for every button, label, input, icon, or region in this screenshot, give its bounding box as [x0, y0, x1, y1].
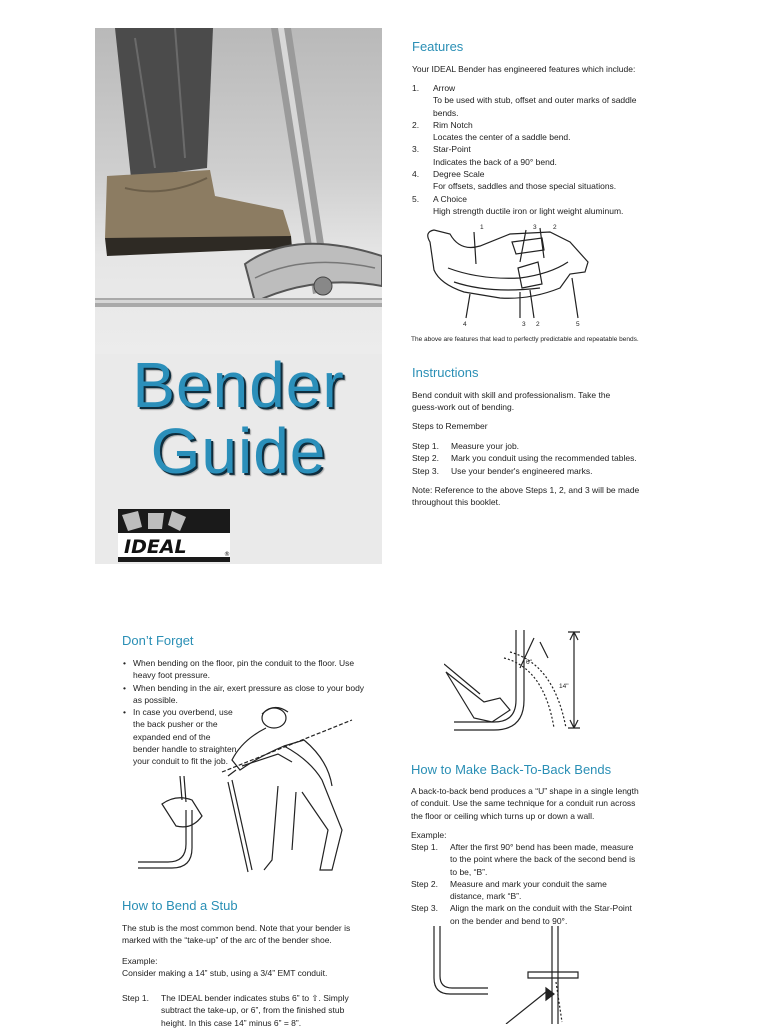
dimension-label-14: 14" — [559, 683, 569, 690]
features-heading: Features — [412, 39, 464, 54]
callout-label: 1 — [480, 224, 484, 231]
list-item: • When bending in the air, exert pressure as close to your body as possible. — [133, 682, 369, 707]
features-caption: The above are features that lead to perfectly predictable and repeatable bends. — [411, 336, 639, 343]
instructions-heading: Instructions — [412, 365, 479, 380]
instructions-intro: Bend conduit with skill and professionalism. Take the guess-work out of bending. — [412, 390, 611, 413]
steps-title: Steps to Remember — [412, 421, 488, 431]
back-to-back-heading: How to Make Back-To-Back Bends — [411, 762, 612, 777]
features-item: 4. Degree Scale For offsets, saddles and those special situations. — [412, 169, 617, 192]
stub-heading: How to Bend a Stub — [122, 898, 238, 913]
features-item: 1. Arrow To be used with stub, offset and outer marks of saddle bends. — [412, 83, 637, 118]
list-item: • In case you overbend, use the back pusher or the expanded end of the bender handle to straighten your conduit to fit the job. — [133, 706, 239, 767]
back-to-back-example-label: Example: — [411, 830, 447, 840]
step-row: Step 3. Align the mark on the conduit with the Star-Point on the bender and bend to 90°. — [411, 903, 632, 926]
callout-label: 4 — [463, 321, 467, 328]
step-row: Step 1. Measure your job. — [412, 441, 520, 451]
logo-registered-mark: ® — [224, 551, 230, 558]
stub-intro: The stub is the most common bend. Note that your bender is marked with the “take-up” of the arc of the bender shoe. — [122, 923, 351, 946]
instructions-note: Note: Reference to the above Steps 1, 2, and 3 will be made throughout this booklet. — [412, 485, 640, 508]
back-to-back-diagram — [428, 922, 598, 1024]
step-row: Step 2. Mark you conduit using the recommended tables. — [412, 453, 637, 464]
ideal-logo — [118, 509, 232, 562]
logo-wordmark: IDEAL — [124, 536, 187, 558]
stub-bend-diagram — [444, 628, 594, 734]
features-item: 5. A Choice High strength ductile iron or light weight aluminum. — [412, 193, 624, 216]
cover-photo — [95, 28, 382, 354]
foot-on-bender-illustration — [95, 28, 382, 354]
callout-label: 5 — [576, 321, 580, 328]
features-list — [412, 82, 644, 217]
instructions-steps — [412, 440, 652, 477]
cover-title-line2: Guide — [150, 415, 327, 487]
bender-features-diagram — [420, 222, 600, 330]
worker-bending-illustration — [132, 700, 362, 875]
back-to-back-steps — [411, 841, 641, 927]
callout-label: 2 — [553, 224, 557, 231]
stub-example-text: Consider making a 14” stub, using a 3/4” EMT conduit. — [122, 968, 328, 978]
callout-label: 3 — [533, 224, 537, 231]
step-row: Step 2. Measure and mark your conduit the same distance, mark “B”. — [411, 878, 607, 902]
features-item: 2. Rim Notch Locates the center of a saddle bend. — [412, 119, 571, 143]
list-item: • When bending on the floor, pin the conduit to the floor. Use heavy foot pressure. — [133, 657, 369, 682]
back-to-back-intro: A back-to-back bend produces a “U” shape in a single length of conduit. Use the same technique for a conduit run across the floor or ceiling which turns up or down a wall. — [411, 786, 639, 821]
stub-example-label: Example: — [122, 956, 158, 966]
features-item: 3. Star-Point Indicates the back of a 90° bend. — [412, 144, 557, 167]
step-row: Step 1. After the first 90° bend has been made, measure to the point where the back of the second bend is to be, “B”. — [411, 842, 636, 877]
step-row: Step 3. Use your bender's engineered marks. — [412, 465, 593, 476]
cover-title-line1: Bender — [132, 349, 345, 421]
callout-label: 2 — [536, 321, 540, 328]
dimension-label-6: 6" — [526, 659, 532, 666]
dont-forget-heading: Don’t Forget — [122, 633, 194, 648]
stub-step: Step 1. The IDEAL bender indicates stubs 6” to ⇧. Simply subtract the take-up, or 6”, from the finished stub height. In this case 14” minus 6” = 8”. — [122, 993, 349, 1028]
callout-label: 3 — [522, 321, 526, 328]
features-intro: Your IDEAL Bender has engineered features which include: — [412, 64, 636, 74]
